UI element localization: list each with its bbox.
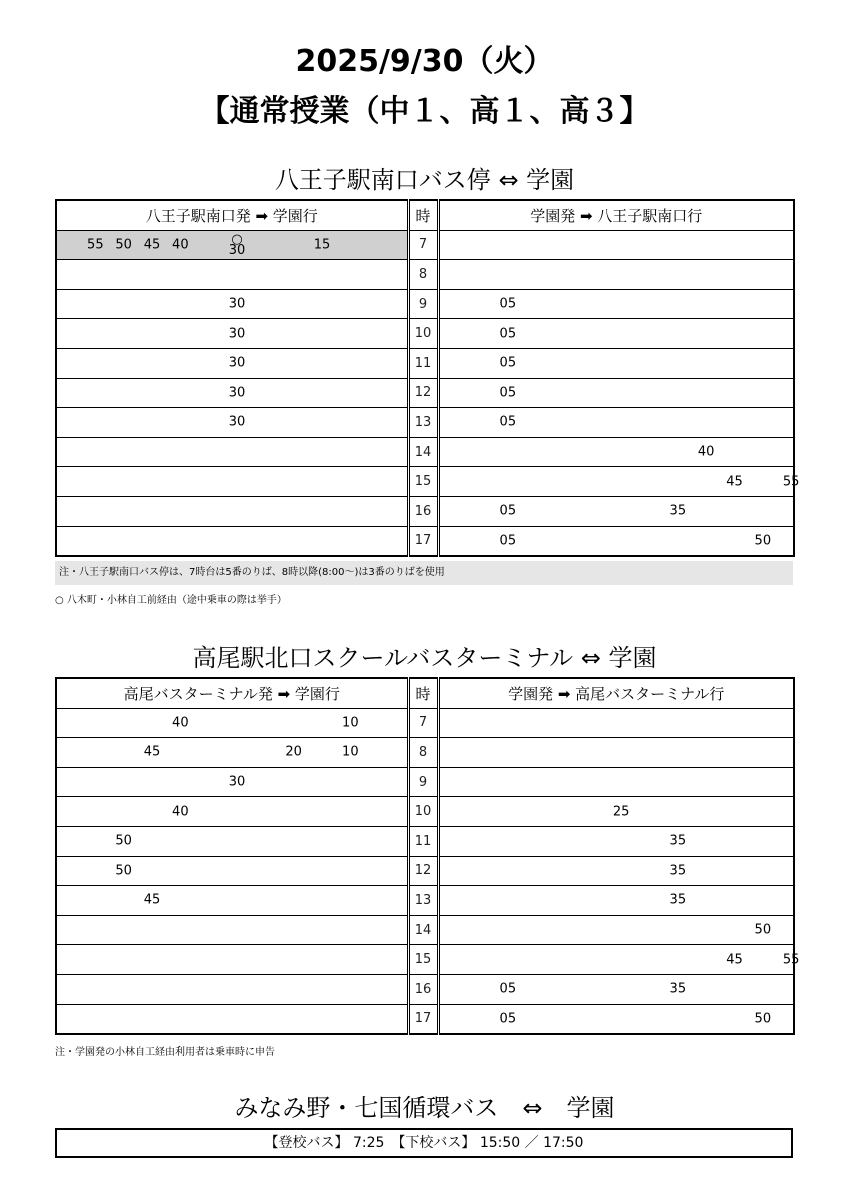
departure-minute: 20 xyxy=(285,744,302,760)
departure-minute: 30 xyxy=(228,385,246,401)
departures-from-school-cell xyxy=(438,289,794,319)
table-row xyxy=(56,319,794,349)
table-row xyxy=(56,467,794,497)
header-departure-station: 高尾バスターミナル発 ➡ 学園行 xyxy=(56,678,408,708)
table-row xyxy=(56,856,794,886)
departure-minute: 40 xyxy=(172,237,189,253)
departures-to-school-cell xyxy=(56,437,408,467)
departures-to-school-cell xyxy=(56,886,408,916)
departures-to-school-cell xyxy=(56,797,408,827)
hour-cell: 13 xyxy=(408,886,438,916)
departures-to-school-cell xyxy=(56,319,408,349)
table-row xyxy=(56,496,794,526)
hour-cell: 12 xyxy=(408,856,438,886)
via-route-mark: ○ xyxy=(231,231,243,247)
table-row xyxy=(56,437,794,467)
departures-from-school-cell xyxy=(438,319,794,349)
departures-from-school-cell xyxy=(438,260,794,290)
departure-minute: 05 xyxy=(499,503,517,519)
departures-from-school-cell xyxy=(438,1004,794,1034)
departure-minute: 30 xyxy=(228,355,246,371)
departures-to-school-cell xyxy=(56,767,408,797)
departure-minute: 45 xyxy=(143,744,161,760)
table-row xyxy=(56,708,794,738)
takao-timetable xyxy=(55,677,800,1035)
departures-to-school-cell xyxy=(56,496,408,526)
departure-minute: 55 xyxy=(782,474,800,490)
table-row xyxy=(56,886,794,916)
departures-from-school-cell xyxy=(438,526,794,556)
departures-from-school-cell xyxy=(438,408,794,438)
table-row xyxy=(56,230,794,260)
departures-from-school-cell xyxy=(438,738,794,768)
departure-minute: 35 xyxy=(669,863,687,879)
departures-from-school-cell xyxy=(438,856,794,886)
hour-cell: 11 xyxy=(408,348,438,378)
departure-minute: 35 xyxy=(669,981,687,997)
header-hour: 時 xyxy=(408,200,438,230)
departure-minute: 40 xyxy=(697,444,715,460)
table-row xyxy=(56,974,794,1004)
date-heading: 2025/9/30（火） xyxy=(295,44,554,79)
table-row xyxy=(56,915,794,945)
departures-from-school-cell xyxy=(438,708,794,738)
table-row xyxy=(56,945,794,975)
departures-from-school-cell xyxy=(438,797,794,827)
departures-to-school-cell xyxy=(56,408,408,438)
schedule-type-heading: 【通常授業（中１、高１、高３】 xyxy=(199,94,650,129)
departures-from-school-cell xyxy=(438,467,800,497)
departure-minute: 05 xyxy=(499,385,517,401)
hour-cell: 13 xyxy=(408,408,438,438)
hour-cell: 14 xyxy=(408,915,438,945)
departures-from-school-cell xyxy=(438,886,794,916)
departure-minute: 30 xyxy=(228,774,246,790)
departure-minute: 05 xyxy=(499,326,517,342)
hour-cell: 17 xyxy=(408,1004,438,1034)
table-row xyxy=(56,260,794,290)
table-row xyxy=(56,348,794,378)
departure-minute: 45 xyxy=(143,892,161,908)
section1-note: 注・八王子駅南口バス停は、7時台は5番のりば、8時以降(8:00～)は3番のりばを使用 xyxy=(55,561,793,585)
table-row xyxy=(56,767,794,797)
departure-minute: 40 xyxy=(172,804,189,820)
table-row xyxy=(56,526,794,556)
departures-to-school-cell xyxy=(56,260,408,290)
departures-from-school-cell xyxy=(438,230,794,260)
departure-minute: 25 xyxy=(612,804,630,820)
departures-to-school-cell xyxy=(56,826,408,856)
departures-to-school-cell xyxy=(56,945,408,975)
departures-from-school-cell xyxy=(438,767,794,797)
departure-minute: 10 xyxy=(342,715,359,731)
departures-to-school-cell xyxy=(56,289,408,319)
hour-cell: 14 xyxy=(408,437,438,467)
departure-minute: 50 xyxy=(754,1011,772,1027)
departures-to-school-cell xyxy=(56,378,408,408)
departure-minute: ○ 30 xyxy=(228,231,246,258)
departure-minute: 35 xyxy=(669,833,687,849)
hour-cell: 9 xyxy=(408,289,438,319)
table-row xyxy=(56,408,794,438)
departure-minute: 50 xyxy=(115,237,132,253)
departure-minute: 10 xyxy=(342,744,359,760)
section2-note: 注・学園発の小林自工経由利用者は乗車時に申告 xyxy=(55,1047,275,1058)
hour-cell: 17 xyxy=(408,526,438,556)
table-row xyxy=(56,1004,794,1034)
table-row xyxy=(56,738,794,768)
departures-to-school-cell xyxy=(56,708,408,738)
departure-minute: 35 xyxy=(669,892,687,908)
table-row xyxy=(56,826,794,856)
departures-to-school-cell xyxy=(56,1004,408,1034)
departure-minute: 50 xyxy=(754,533,772,549)
hour-cell: 8 xyxy=(408,738,438,768)
departure-minute: 55 xyxy=(87,237,104,253)
departures-to-school-cell xyxy=(56,856,408,886)
departure-minute: 35 xyxy=(669,503,687,519)
table-row xyxy=(56,797,794,827)
header-departure-station: 八王子駅南口発 ➡ 学園行 xyxy=(56,200,408,230)
departure-minute: 55 xyxy=(782,952,800,968)
hour-cell: 12 xyxy=(408,378,438,408)
departure-minute: 45 xyxy=(143,237,161,253)
departure-minute: 05 xyxy=(499,355,517,371)
departure-minute: 05 xyxy=(499,414,517,430)
departure-minute: 05 xyxy=(499,296,517,312)
hachioji-timetable xyxy=(55,199,800,557)
departure-minute: 45 xyxy=(726,474,743,490)
departures-from-school-cell xyxy=(438,915,794,945)
hour-cell: 11 xyxy=(408,826,438,856)
hour-cell: 16 xyxy=(408,496,438,526)
section2-title: 高尾駅北口スクールバスターミナル ⇔ 学園 xyxy=(192,644,657,672)
departure-minute: 30 xyxy=(228,296,246,312)
departures-from-school-cell xyxy=(438,348,794,378)
header-hour: 時 xyxy=(408,678,438,708)
departure-minute: 05 xyxy=(499,981,517,997)
departures-from-school-cell xyxy=(438,437,794,467)
departure-minute: 50 xyxy=(115,863,132,879)
departures-from-school-cell xyxy=(438,496,794,526)
departures-from-school-cell xyxy=(438,974,794,1004)
departures-to-school-cell xyxy=(56,526,408,556)
departures-from-school-cell xyxy=(438,945,800,975)
departure-minute: 45 xyxy=(726,952,743,968)
hour-cell: 7 xyxy=(408,230,438,260)
table-row xyxy=(56,378,794,408)
hour-cell: 15 xyxy=(408,467,438,497)
circulation-bus-info: 【登校バス】 7:25 【下校バス】 15:50 ／ 17:50 xyxy=(55,1128,793,1158)
departure-minute: 50 xyxy=(754,922,772,938)
departure-minute: 30 xyxy=(228,414,246,430)
header-departure-school: 学園発 ➡ 高尾バスターミナル行 xyxy=(438,678,794,708)
departures-to-school-cell xyxy=(56,348,408,378)
departure-minute: 15 xyxy=(313,237,331,253)
hour-cell: 7 xyxy=(408,708,438,738)
hour-cell: 10 xyxy=(408,797,438,827)
departures-to-school-cell xyxy=(56,467,408,497)
section1-route-note: ○ 八木町・小林自工前経由（途中乗車の際は挙手） xyxy=(55,595,287,606)
departures-to-school-cell xyxy=(56,915,408,945)
hour-cell: 16 xyxy=(408,974,438,1004)
departure-minute: 50 xyxy=(115,833,132,849)
departure-minute: 05 xyxy=(499,533,517,549)
header-departure-school: 学園発 ➡ 八王子駅南口行 xyxy=(438,200,794,230)
departures-to-school-cell xyxy=(56,738,408,768)
departures-from-school-cell xyxy=(438,378,794,408)
hour-cell: 10 xyxy=(408,319,438,349)
hour-cell: 8 xyxy=(408,260,438,290)
section3-title: みなみ野・七国循環バス ⇔ 学園 xyxy=(234,1094,615,1122)
hour-cell: 9 xyxy=(408,767,438,797)
section1-title: 八王子駅南口バス停 ⇔ 学園 xyxy=(274,166,575,194)
departure-minute: 40 xyxy=(172,715,189,731)
departures-to-school-cell xyxy=(56,974,408,1004)
departure-minute: 05 xyxy=(499,1011,517,1027)
hour-cell: 15 xyxy=(408,945,438,975)
departures-to-school-cell xyxy=(56,230,408,260)
departures-from-school-cell xyxy=(438,826,794,856)
departure-minute: 30 xyxy=(228,326,246,342)
table-row xyxy=(56,289,794,319)
